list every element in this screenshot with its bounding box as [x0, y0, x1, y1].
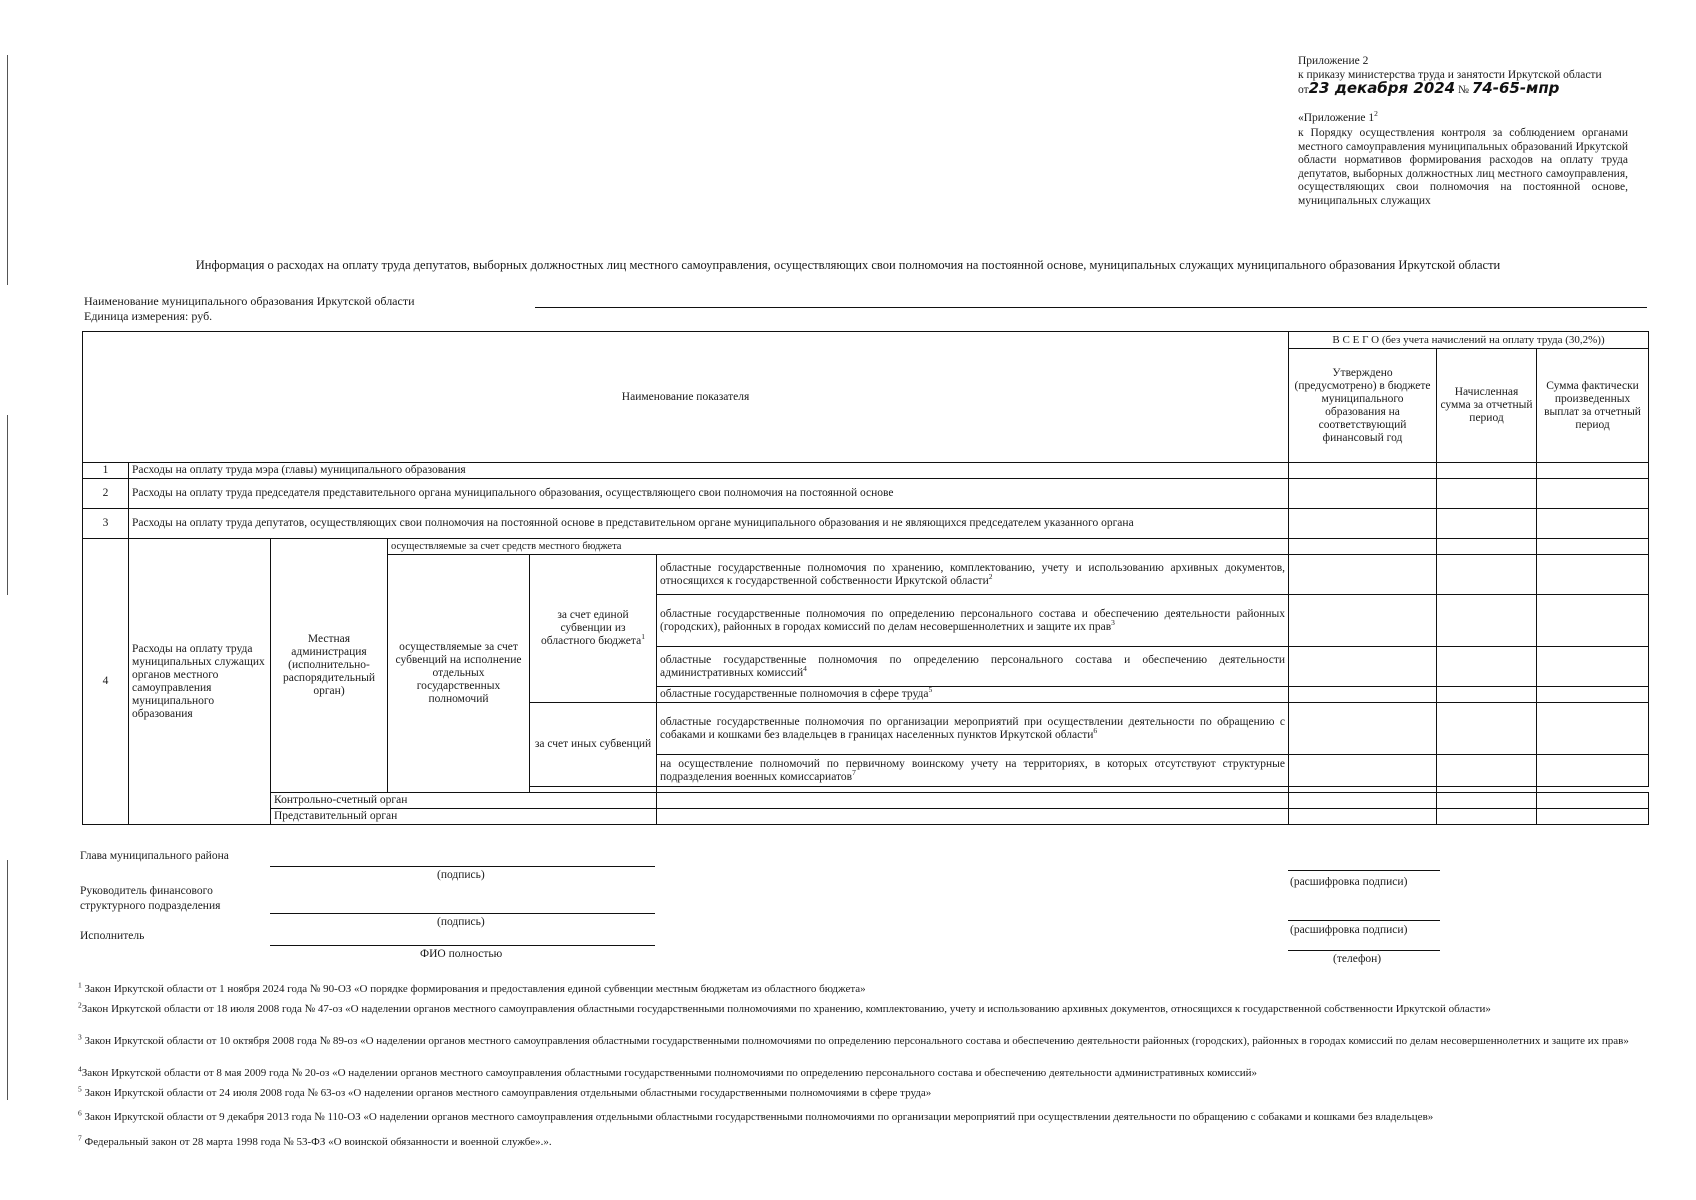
decoding-hint: (расшифровка подписи): [1290, 924, 1408, 936]
appendix1-label: «Приложение $1^2$: [1298, 108, 1378, 124]
table-row: [83, 463, 1649, 479]
row-number: 3: [83, 509, 129, 539]
paid-cell[interactable]: [1537, 463, 1649, 479]
phone-line: [1288, 950, 1440, 951]
paid-cell[interactable]: [1537, 539, 1649, 555]
subvention-item: областные государственные полномочия по организации мероприятий при осуществлении деятельности по обращению с собаками и кошками без владельцев в границах населенных пунктов Иркутской области$^6$: [657, 703, 1289, 755]
paid-cell[interactable]: [1537, 703, 1649, 755]
local-admin-label: Местная администрация (исполнительно-распорядительный орган): [271, 539, 388, 793]
scan-edge-line: [7, 55, 8, 285]
row-label: Расходы на оплату труда депутатов, осуществляющих свои полномочия на постоянной основе в представительном органе муниципального образования и не являющихся председателем указанного органа: [129, 509, 1289, 539]
row-label: Расходы на оплату труда председателя представительного органа муниципального образования, осуществляющего свои полномочия на постоянной основе: [129, 479, 1289, 509]
accrued-cell[interactable]: [1437, 509, 1537, 539]
paid-cell[interactable]: [1537, 793, 1649, 809]
total-column-header: В С Е Г О (без учета начислений на оплату труда (30,2%)): [1289, 332, 1649, 349]
approved-cell[interactable]: [1289, 793, 1437, 809]
head-label: Глава муниципального района: [80, 850, 229, 862]
subvention-item: областные государственные полномочия в сфере труда$^5$: [657, 687, 1289, 703]
row-number: 1: [83, 463, 129, 479]
row4-label: Расходы на оплату труда муниципальных служащих органов местного самоуправления муниципального образования: [129, 539, 271, 825]
control-body-label: Контрольно-счетный орган: [271, 793, 657, 809]
footnote: $^6$ Закон Иркутской области от 9 декабря 2013 года № 110-ОЗ «О наделении органов местного самоуправления отдельными областными государственными полномочиями по организации мероприятий при осуществлении деятельности по обращению с собаками и кошками без владельцев»: [78, 1108, 1434, 1123]
signature-hint: (подпись): [437, 869, 485, 881]
paid-cell[interactable]: [1537, 809, 1649, 825]
decoding-line: [1288, 870, 1440, 871]
appendix-header: [1298, 55, 1628, 208]
approved-cell[interactable]: [1289, 647, 1437, 687]
approved-cell[interactable]: [1289, 809, 1437, 825]
decoding-hint: (расшифровка подписи): [1290, 876, 1408, 888]
accrued-cell[interactable]: [1437, 703, 1537, 755]
handwritten-date: 23 декабря 2024: [1308, 79, 1456, 97]
municipality-label: Наименование муниципального образования Иркутской области: [84, 294, 415, 308]
footnote: $^7$ Федеральный закон от 28 марта 1998 года № 53-ФЗ «О воинской обязанности и военной службе».».: [78, 1133, 552, 1148]
signature-line: [270, 866, 655, 867]
single-subvention-label: за счет единой субвенции из областного бюджета$^1$: [530, 555, 657, 703]
footnote: $^5$ Закон Иркутской области от 24 июля 2008 года № 63-оз «О наделении органов местного самоуправления отдельными областными государственными полномочиями в сфере труда»: [78, 1084, 932, 1099]
order-date-number: от23 декабря 2024 № 74-65-мпр: [1298, 79, 1560, 97]
paid-cell[interactable]: [1537, 755, 1649, 787]
accrued-cell[interactable]: [1437, 479, 1537, 509]
phone-hint: (телефон): [1333, 953, 1382, 965]
paid-cell[interactable]: [1537, 595, 1649, 647]
full-name-hint: ФИО полностью: [420, 948, 503, 960]
subvention-item: областные государственные полномочия по определению персонального состава и обеспечению деятельности административных комиссий$^4$: [657, 647, 1289, 687]
empty-cell: [657, 809, 1289, 825]
approved-cell[interactable]: [1289, 539, 1437, 555]
table-row: [83, 509, 1649, 539]
paid-cell[interactable]: [1537, 647, 1649, 687]
accrued-cell[interactable]: [1437, 555, 1537, 595]
decoding-line: [1288, 920, 1440, 921]
scan-edge-line: [7, 860, 8, 1100]
approved-cell[interactable]: [1289, 755, 1437, 787]
paid-column-header: Сумма фактически произведенных выплат за отчетный период: [1537, 349, 1649, 463]
representative-body-label: Представительный орган: [271, 809, 657, 825]
row-number: 4: [83, 539, 129, 825]
appendix1-paragraph: к Порядку осуществления контроля за соблюдением органами местного самоуправления муниципальных образований Иркутской области нормативов формирования расходов на оплату труда депутатов, выборных должностных лиц местного самоуправления, осуществляющих свои полномочия на постоянной основе, муниципальных служащих: [1298, 127, 1628, 207]
paid-cell[interactable]: [1537, 479, 1649, 509]
paid-cell[interactable]: [1537, 555, 1649, 595]
footnote: $^3$ Закон Иркутской области от 10 октября 2008 года № 89-оз «О наделении органов местного самоуправления областными государственными полномочиями по определению персонального состава и обеспечению деятельности районных (городских), районных в городах комиссий по делам несовершеннолетних и защите их прав»: [78, 1032, 1629, 1047]
indicator-column-header: Наименование показателя: [83, 332, 1289, 463]
accrued-column-header: Начисленная сумма за отчетный период: [1437, 349, 1537, 463]
footnote: $^4$Закон Иркутской области от 8 мая 2009 года № 20-оз «О наделении органов местного самоуправления областными государственными полномочиями по определению персонального состава и обеспечению деятельности административных комиссий»: [78, 1064, 1258, 1079]
approved-cell[interactable]: [1289, 509, 1437, 539]
approved-cell[interactable]: [1289, 595, 1437, 647]
finance-head-label: Руководитель финансового структурного подразделения: [80, 885, 221, 912]
accrued-cell[interactable]: [1437, 793, 1537, 809]
subventions-label: осуществляемые за счет субвенций на исполнение отдельных государственных полномочий: [388, 555, 530, 793]
signature-line: [270, 913, 655, 914]
handwritten-number: 74-65-мпр: [1471, 79, 1560, 97]
approved-cell[interactable]: [1289, 555, 1437, 595]
row-number: 2: [83, 479, 129, 509]
empty-cell: [657, 793, 1289, 809]
expenses-table: [82, 331, 1649, 825]
subvention-item: на осуществление полномочий по первичному воинскому учету на территориях, в которых отсутствуют структурные подразделения военных комиссариатов$^7$: [657, 755, 1289, 787]
accrued-cell[interactable]: [1437, 463, 1537, 479]
accrued-cell[interactable]: [1437, 755, 1537, 787]
local-budget-label: осуществляемые за счет средств местного бюджета: [388, 539, 1289, 555]
accrued-cell[interactable]: [1437, 687, 1537, 703]
other-subventions-label: за счет иных субвенций: [530, 703, 657, 787]
row-label: Расходы на оплату труда мэра (главы) муниципального образования: [129, 463, 1289, 479]
accrued-cell[interactable]: [1437, 595, 1537, 647]
approved-column-header: Утверждено (предусмотрено) в бюджете муниципального образования на соответствующий финансовый год: [1289, 349, 1437, 463]
approved-cell[interactable]: [1289, 479, 1437, 509]
scan-edge-line: [7, 415, 8, 595]
subvention-item: областные государственные полномочия по определению персонального состава и обеспечению деятельности районных (городских), районных в городах комиссий по делам несовершеннолетних и защите их прав$^3$: [657, 595, 1289, 647]
document-title: Информация о расходах на оплату труда депутатов, выборных должностных лиц местного самоуправления, осуществляющих свои полномочия на постоянной основе, муниципальных служащих муниципального образования Иркутской области: [195, 258, 1501, 272]
approved-cell[interactable]: [1289, 463, 1437, 479]
accrued-cell[interactable]: [1437, 647, 1537, 687]
order-reference: к приказу министерства труда и занятости Иркутской области: [1298, 68, 1602, 81]
footnote: $^1$ Закон Иркутской области от 1 ноября 2024 года № 90-ОЗ «О порядке формирования и предоставления единой субвенции местным бюджетам из областного бюджета»: [78, 980, 866, 995]
approved-cell[interactable]: [1289, 703, 1437, 755]
approved-cell[interactable]: [1289, 687, 1437, 703]
accrued-cell[interactable]: [1437, 539, 1537, 555]
unit-label: Единица измерения: руб.: [84, 309, 213, 323]
paid-cell[interactable]: [1537, 509, 1649, 539]
municipality-field-line: [535, 307, 1647, 308]
footnote: $^2$Закон Иркутской области от 18 июля 2008 года № 47-оз «О наделении органов местного самоуправления областными государственными полномочиями по хранению, комплектованию, учету и использованию архивных документов, относящихся к государственной собственности Иркутской области»: [78, 1000, 1491, 1015]
table-row: [83, 479, 1649, 509]
signature-line: [270, 945, 655, 946]
accrued-cell[interactable]: [1437, 809, 1537, 825]
paid-cell[interactable]: [1537, 687, 1649, 703]
signature-hint: (подпись): [437, 916, 485, 928]
subvention-item: областные государственные полномочия по хранению, комплектованию, учету и использованию архивных документов, относящихся к государственной собственности Иркутской области$^2$: [657, 555, 1289, 595]
executor-label: Исполнитель: [80, 930, 145, 942]
appendix-label: Приложение 2: [1298, 55, 1369, 67]
